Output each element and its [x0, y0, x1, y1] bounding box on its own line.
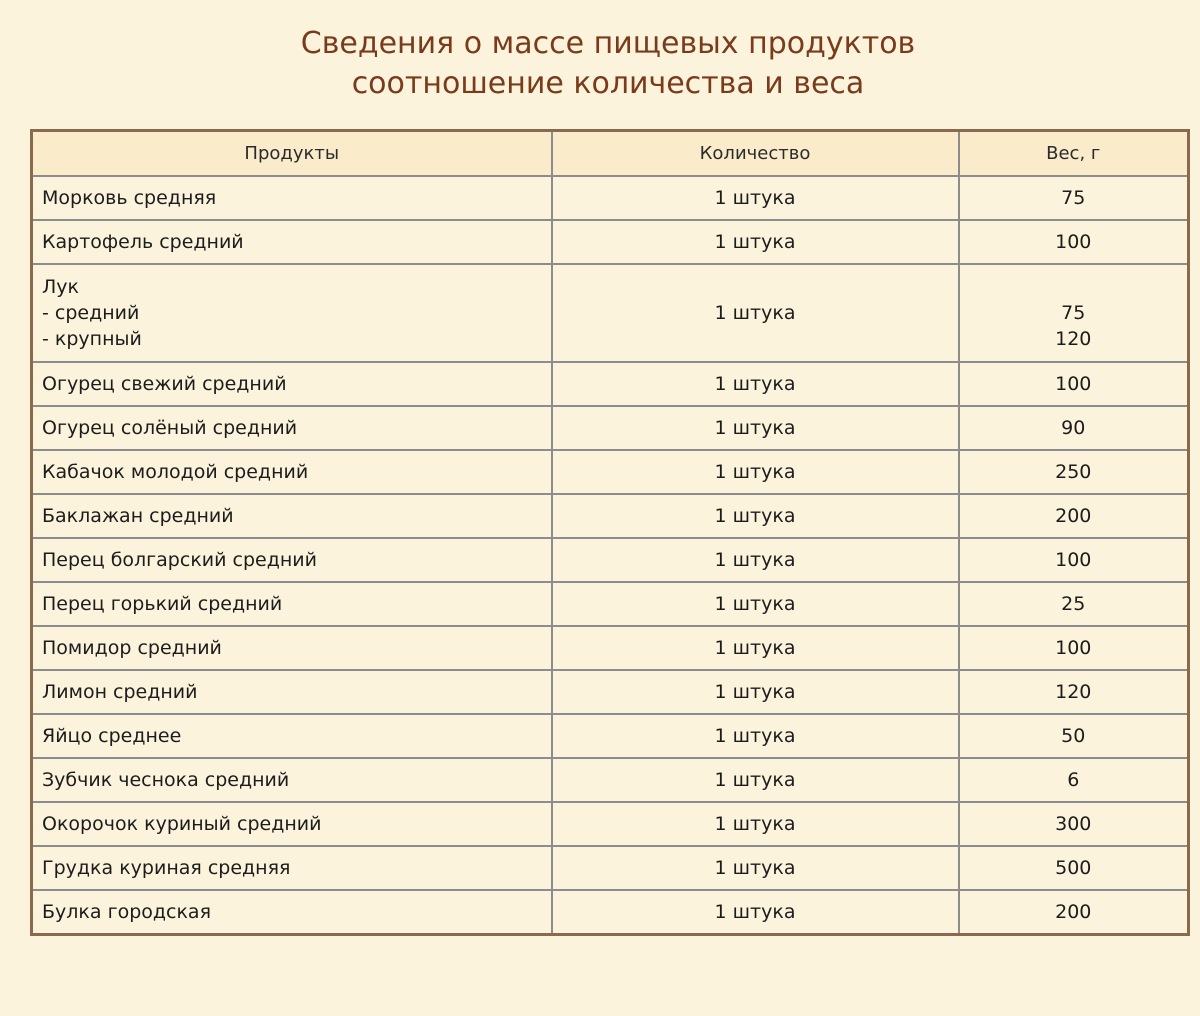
weight-cell: 100 — [959, 626, 1189, 670]
quantity-cell: 1 штука — [552, 626, 959, 670]
weight-cell: 100 — [959, 362, 1189, 406]
quantity-cell: 1 штука — [552, 406, 959, 450]
weight-spacer — [969, 274, 1179, 300]
onion-variant-medium: - средний — [42, 302, 140, 324]
quantity-cell: 1 штука — [552, 890, 959, 935]
table-row — [32, 450, 1189, 494]
product-cell: Огурец свежий средний — [32, 362, 552, 406]
quantity-cell: 1 штука — [552, 538, 959, 582]
product-cell: Кабачок молодой средний — [32, 450, 552, 494]
product-cell: Картофель средний — [32, 220, 552, 264]
weight-cell: 500 — [959, 846, 1189, 890]
weight-cell: 120 — [959, 670, 1189, 714]
product-cell: Окорочок куриный средний — [32, 802, 552, 846]
product-cell: Булка городская — [32, 890, 552, 935]
table-row — [32, 626, 1189, 670]
product-cell: Перец горький средний — [32, 582, 552, 626]
header-quantity: Количество — [552, 131, 959, 177]
title-line-1: Сведения о массе пищевых продуктов — [300, 26, 916, 61]
product-cell: Помидор средний — [32, 626, 552, 670]
table-row — [32, 846, 1189, 890]
table-row-onion — [32, 264, 1189, 362]
quantity-cell: 1 штука — [552, 670, 959, 714]
quantity-cell: 1 штука — [552, 846, 959, 890]
page-title — [0, 24, 1200, 104]
products-table — [30, 129, 1190, 936]
weight-cell: 200 — [959, 494, 1189, 538]
table-row — [32, 582, 1189, 626]
table-row — [32, 494, 1189, 538]
weight-cell: 100 — [959, 220, 1189, 264]
weight-cell: 200 — [959, 890, 1189, 935]
weight-cell: 6 — [959, 758, 1189, 802]
product-cell: Баклажан средний — [32, 494, 552, 538]
onion-name: Лук — [42, 276, 80, 298]
weight-cell: 75 — [959, 176, 1189, 220]
quantity-cell: 1 штука — [552, 176, 959, 220]
product-cell: Огурец солёный средний — [32, 406, 552, 450]
table-row — [32, 406, 1189, 450]
quantity-cell: 1 штука — [552, 450, 959, 494]
title-line-2: соотношение количества и веса — [351, 66, 865, 101]
product-cell — [32, 264, 552, 362]
weight-cell: 250 — [959, 450, 1189, 494]
table-row — [32, 538, 1189, 582]
table-header-row — [32, 131, 1189, 177]
quantity-cell: 1 штука — [552, 802, 959, 846]
product-cell: Перец болгарский средний — [32, 538, 552, 582]
table-row — [32, 714, 1189, 758]
quantity-cell: 1 штука — [552, 582, 959, 626]
product-cell: Зубчик чеснока средний — [32, 758, 552, 802]
quantity-cell: 1 штука — [552, 362, 959, 406]
quantity-cell: 1 штука — [552, 220, 959, 264]
table-row — [32, 890, 1189, 935]
quantity-cell: 1 штука — [552, 494, 959, 538]
quantity-cell: 1 штука — [552, 714, 959, 758]
quantity-cell: 1 штука — [552, 758, 959, 802]
header-weight: Вес, г — [959, 131, 1189, 177]
header-product: Продукты — [32, 131, 552, 177]
table-row — [32, 176, 1189, 220]
weight-cell: 25 — [959, 582, 1189, 626]
quantity-cell: 1 штука — [552, 264, 959, 362]
table-row — [32, 670, 1189, 714]
table-row — [32, 220, 1189, 264]
product-cell: Морковь средняя — [32, 176, 552, 220]
table-row — [32, 802, 1189, 846]
weight-cell: 90 — [959, 406, 1189, 450]
table-row — [32, 362, 1189, 406]
product-cell: Яйцо среднее — [32, 714, 552, 758]
weight-cell: 300 — [959, 802, 1189, 846]
table-row — [32, 758, 1189, 802]
weight-cell — [959, 264, 1189, 362]
onion-weight-large: 120 — [1055, 328, 1092, 350]
product-cell: Лимон средний — [32, 670, 552, 714]
onion-weight-medium: 75 — [1061, 302, 1086, 324]
weight-cell: 50 — [959, 714, 1189, 758]
weight-cell: 100 — [959, 538, 1189, 582]
onion-variant-large: - крупный — [42, 328, 142, 350]
product-cell: Грудка куриная средняя — [32, 846, 552, 890]
